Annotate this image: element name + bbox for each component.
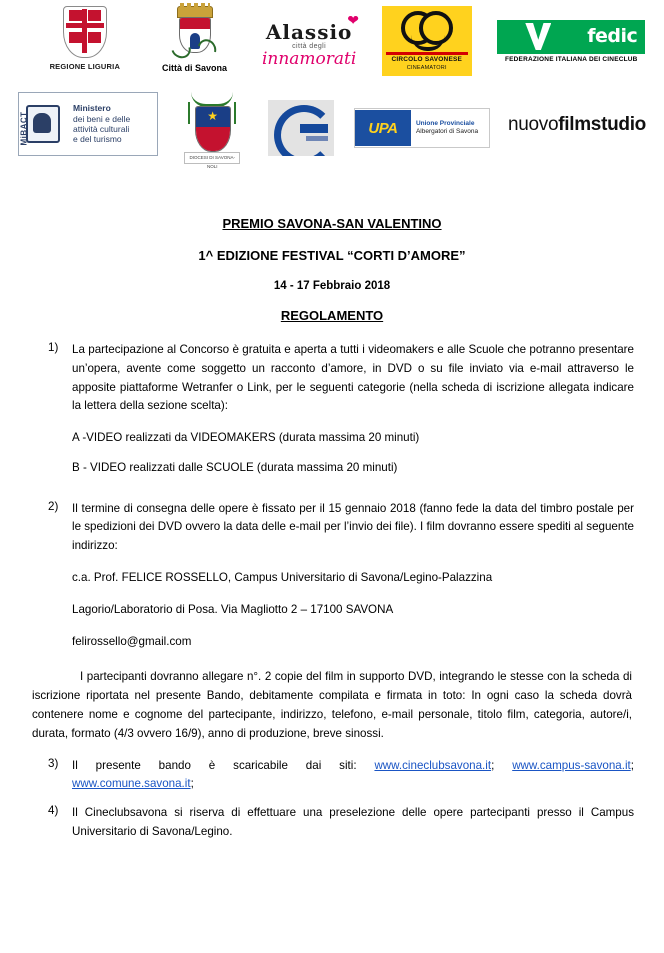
rules-list — [30, 341, 634, 651]
cineclub-yellow-box — [382, 6, 472, 76]
link-campus-savona[interactable]: www.campus-savona.it — [512, 758, 631, 772]
mibact-vertical-text: MiBACT — [19, 111, 29, 146]
savona-crest-icon — [171, 6, 217, 60]
cineclub-savonese-logo — [381, 6, 473, 76]
upa-text-block — [411, 120, 489, 136]
alassio-wordmark: Alassio — [265, 20, 353, 44]
fedic-v-icon — [525, 23, 551, 50]
fedic-caption: FEDERAZIONE ITALIANA DEI CINECLUB — [497, 56, 645, 63]
c-mark-icon — [268, 100, 334, 156]
alassio-subtitle: città degli — [292, 43, 327, 50]
rule-1-text: La partecipazione al Concorso è gratuita e aperta a tutti i videomakers e alle Scuole che potranno presentare un’opera, avente come soggetto un racconto d’amore, in DVD o su file inviato via e-mail attraverso le apposite piattaforme Wetranfer o Link, per le seguenti categorie (nella scheda di iscrizione allegata indicare la lettera della sezione scelta): — [72, 343, 634, 413]
rule-4-text: Il Cineclubsavona si riserva di effettuare una preselezione delle opere partecipanti presso il Campus Universitario di Savona/Legino. — [72, 806, 634, 838]
cineclub-line2: CINEAMATORI — [406, 65, 447, 71]
nfs-bold: filmstudio — [558, 114, 646, 135]
citta-di-savona-logo — [152, 6, 238, 73]
upa-line2: Albergatori di Savona — [415, 128, 479, 135]
citta-di-savona-caption: Città di Savona — [161, 63, 227, 73]
mibact-line2: dei beni e delle — [73, 113, 131, 124]
mibact-text-block — [67, 103, 157, 144]
document-subtitle: 1^ EDIZIONE FESTIVAL “CORTI D’AMORE” — [198, 248, 466, 263]
alassio-innamorati-logo — [261, 6, 357, 68]
logo-row-top — [18, 6, 646, 90]
rule-2-address-line1: c.a. Prof. FELICE ROSSELLO, Campus Universitario di Savona/Legino-Palazzina — [72, 571, 493, 585]
cineclub-line1: CIRCOLO SAVONESE — [391, 56, 463, 63]
link-comune-savona[interactable]: www.comune.savona.it — [72, 777, 191, 791]
rule-item-4 — [30, 804, 634, 842]
rule-2-text: Il termine di consegna delle opere è fissato per il 15 gennaio 2018 (fanno fede la data del timbro postale per le spedizioni dei DVD ovvero la data delle e-mail per l’invio dei file). I film dovranno essere spediti al seguente indirizzo: — [72, 501, 634, 553]
logo-row-bottom — [18, 92, 646, 172]
diocesi-logo — [176, 92, 249, 169]
nuovofilmstudio-wordmark — [508, 114, 646, 136]
rule-2-address-line2: Lagorio/Laboratorio di Posa. Via Magliotto 2 – 17100 SAVONA — [72, 602, 394, 616]
document-body — [0, 216, 664, 842]
mibact-box — [18, 92, 158, 156]
nuovofilmstudio-logo — [508, 92, 646, 136]
rule-1-category-a: A -VIDEO realizzati da VIDEOMAKERS (durata massima 20 minuti) — [72, 431, 420, 445]
upa-wordmark: UPA — [368, 119, 398, 137]
nfs-light: nuovo — [507, 114, 559, 135]
rule-3-number: 3) — [48, 756, 59, 770]
rule-3-sep-2: ; — [630, 758, 634, 772]
upa-savona-logo — [354, 92, 490, 148]
mibact-line1: Ministero — [73, 103, 111, 114]
participants-paragraph-text: I partecipanti dovranno allegare n°. 2 copie del film in supporto DVD, integrando le stesse con la scheda di iscrizione riportata nel presente Bando, debitamente compilata e firmata in toto: In ogni caso la scheda dovrà contenere nome e cognome del partecipante, indirizzo, telefono, e-mail personale, titolo film, categoria, autore/i, durata, formato (4/3 ovvero 16/9), anno di produzione, breve sinossi. — [32, 670, 632, 740]
rule-1-number: 1) — [48, 341, 59, 354]
mibact-logo — [18, 92, 158, 156]
rule-1-category-b: B - VIDEO realizzati dalle SCUOLE (durata massima 20 minuti) — [72, 460, 398, 474]
upa-box — [354, 108, 490, 148]
rule-2-email: felirossello@gmail.com — [72, 634, 192, 648]
fedic-logo — [497, 6, 646, 63]
rule-item-1 — [30, 341, 634, 478]
alassio-script-word: innamorati — [261, 49, 357, 69]
section-heading-regolamento: REGOLAMENTO — [280, 308, 384, 323]
mibact-line4: e del turismo — [73, 134, 122, 145]
participants-paragraph — [30, 668, 634, 743]
comune-c-logo — [267, 92, 336, 156]
upa-mark-icon — [355, 110, 411, 146]
rule-4-number: 4) — [48, 804, 59, 818]
mibact-line3: attività culturali — [73, 124, 130, 134]
liguria-shield-icon — [63, 6, 107, 58]
mibact-emblem-icon — [19, 93, 67, 155]
rule-3-prefix: Il presente bando è scaricabile dai siti: — [72, 758, 375, 772]
film-reel-icon — [401, 11, 453, 51]
rules-list-continued — [30, 757, 634, 842]
rule-3-sep-3: ; — [190, 777, 194, 791]
fedic-wordmark: fedic — [587, 25, 638, 47]
rule-3-text — [72, 757, 634, 795]
link-cineclubsavona[interactable]: www.cineclubsavona.it — [374, 758, 492, 772]
rule-3-sep-1: ; — [491, 758, 513, 772]
rule-item-3 — [30, 757, 634, 795]
diocesi-ribbon-text: DIOCESI DI SAVONA-NOLI — [184, 152, 240, 164]
heart-icon: ❤ — [347, 12, 359, 28]
upa-line1: Unione Provinciale — [415, 119, 475, 127]
rule-item-2 — [30, 500, 634, 652]
document-title: PREMIO SAVONA-SAN VALENTINO — [222, 216, 442, 231]
regione-liguria-caption: REGIONE LIGURIA — [49, 62, 121, 71]
document-dates: 14 - 17 Febbraio 2018 — [273, 280, 391, 292]
rule-2-number: 2) — [48, 499, 59, 513]
regione-liguria-logo — [42, 6, 128, 71]
diocesi-crest-icon: ★ DIOCESI DI SAVONA-NOLI — [182, 92, 242, 164]
fedic-green-box — [497, 20, 645, 54]
sponsor-logo-banner — [0, 0, 664, 172]
